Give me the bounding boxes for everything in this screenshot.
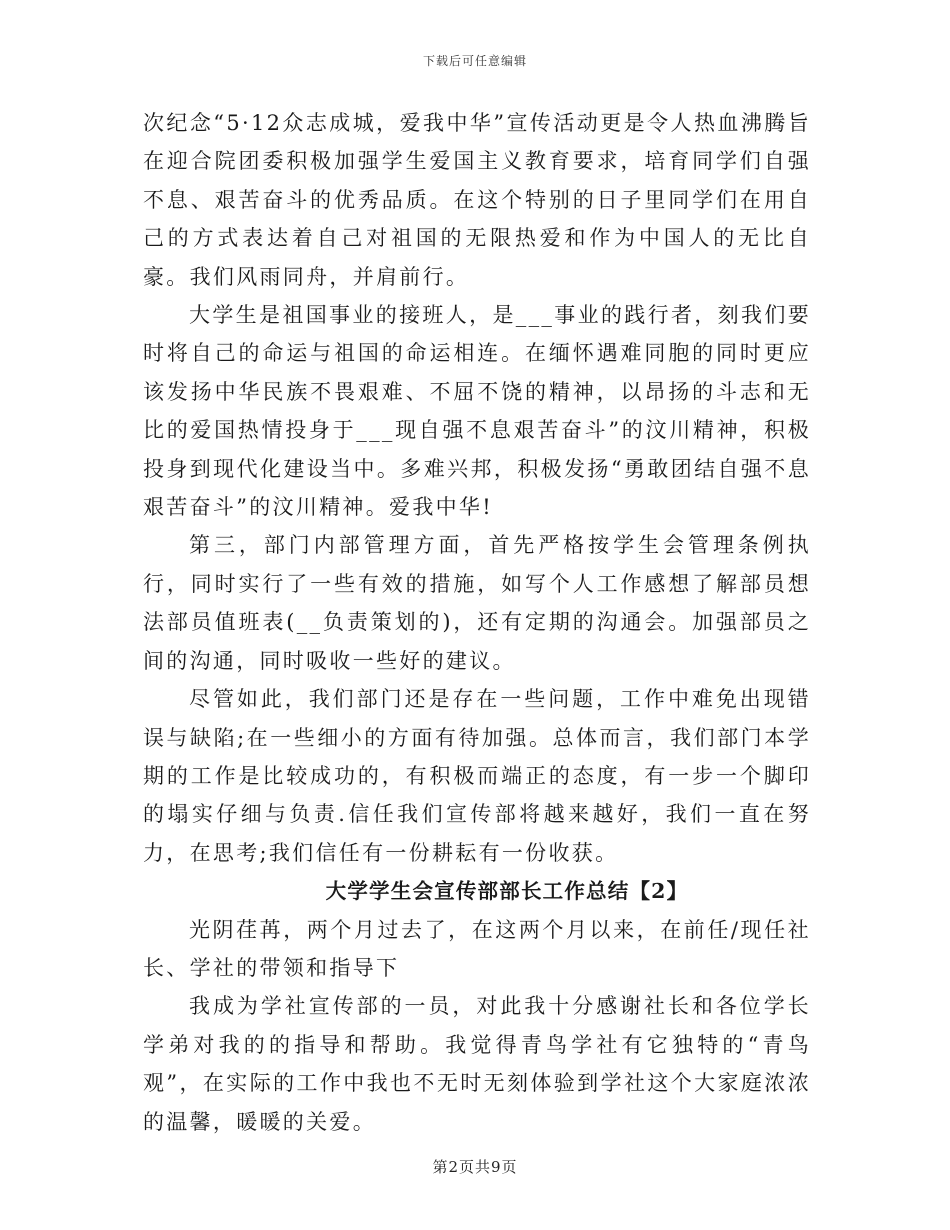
section-title: 大学学生会宣传部部长工作总结【2】 — [325, 879, 689, 904]
page-number: 第2页共9页 — [432, 1158, 518, 1176]
header-note: 下载后可任意编辑 — [422, 54, 527, 68]
paragraph-time-passes: 光阴荏苒，两个月过去了，在这两个月以来，在前任/现任社长、学社的带领和指导下 — [143, 917, 811, 980]
paragraph-internal-management: 第三，部门内部管理方面，首先严格按学生会管理条例执行，同时实行了一些有效的措施，如写个人工作感想了解部员想法部员值班表(__负责策划的)，还有定期的沟通会。加强部员之间的沟通，同时吸收一些好的建议。 — [143, 533, 811, 673]
paragraph-joined-society: 我成为学社宣传部的一员，对此我十分感谢社长和各位学长学弟对我的的指导和帮助。我觉得青鸟学社有它独特的“青鸟观”，在实际的工作中我也不无时无刻体验到学社这个大家庭浓浓的温馨，暖暖的关爱。 — [143, 994, 811, 1134]
paragraph-college-students: 大学生是祖国事业的接班人，是___事业的践行者，刻我们要时将自己的命运与祖国的命运相连。在缅怀遇难同胞的同时更应该发扬中华民族不畏艰难、不屈不饶的精神，以昂扬的斗志和无比的爱国热情投身于___现自强不息艰苦奋斗”的汶川精神，积极投身到现代化建设当中。多难兴邦，积极发扬“勇敢团结自强不息艰苦奋斗”的汶川精神。爱我中华! — [143, 303, 811, 520]
paragraph-continuation: 次纪念“5·12众志成城，爱我中华”宣传活动更是令人热血沸腾旨在迎合院团委积极加强学生爱国主义教育要求，培育同学们自强不息、艰苦奋斗的优秀品质。在这个特别的日子里同学们在用自己的方式表达着自己对祖国的无限热爱和作为中国人的无比自豪。我们风雨同舟，并肩前行。 — [143, 111, 811, 289]
paragraph-summary: 尽管如此，我们部门还是存在一些问题，工作中难免出现错误与缺陷;在一些细小的方面有待加强。总体而言，我们部门本学期的工作是比较成功的，有积极而端正的态度，有一步一个脚印的塌实仔细与负责.信任我们宣传部将越来越好，我们一直在努力，在思考;我们信任有一份耕耘有一份收获。 — [143, 687, 811, 865]
document-body — [143, 104, 811, 1141]
